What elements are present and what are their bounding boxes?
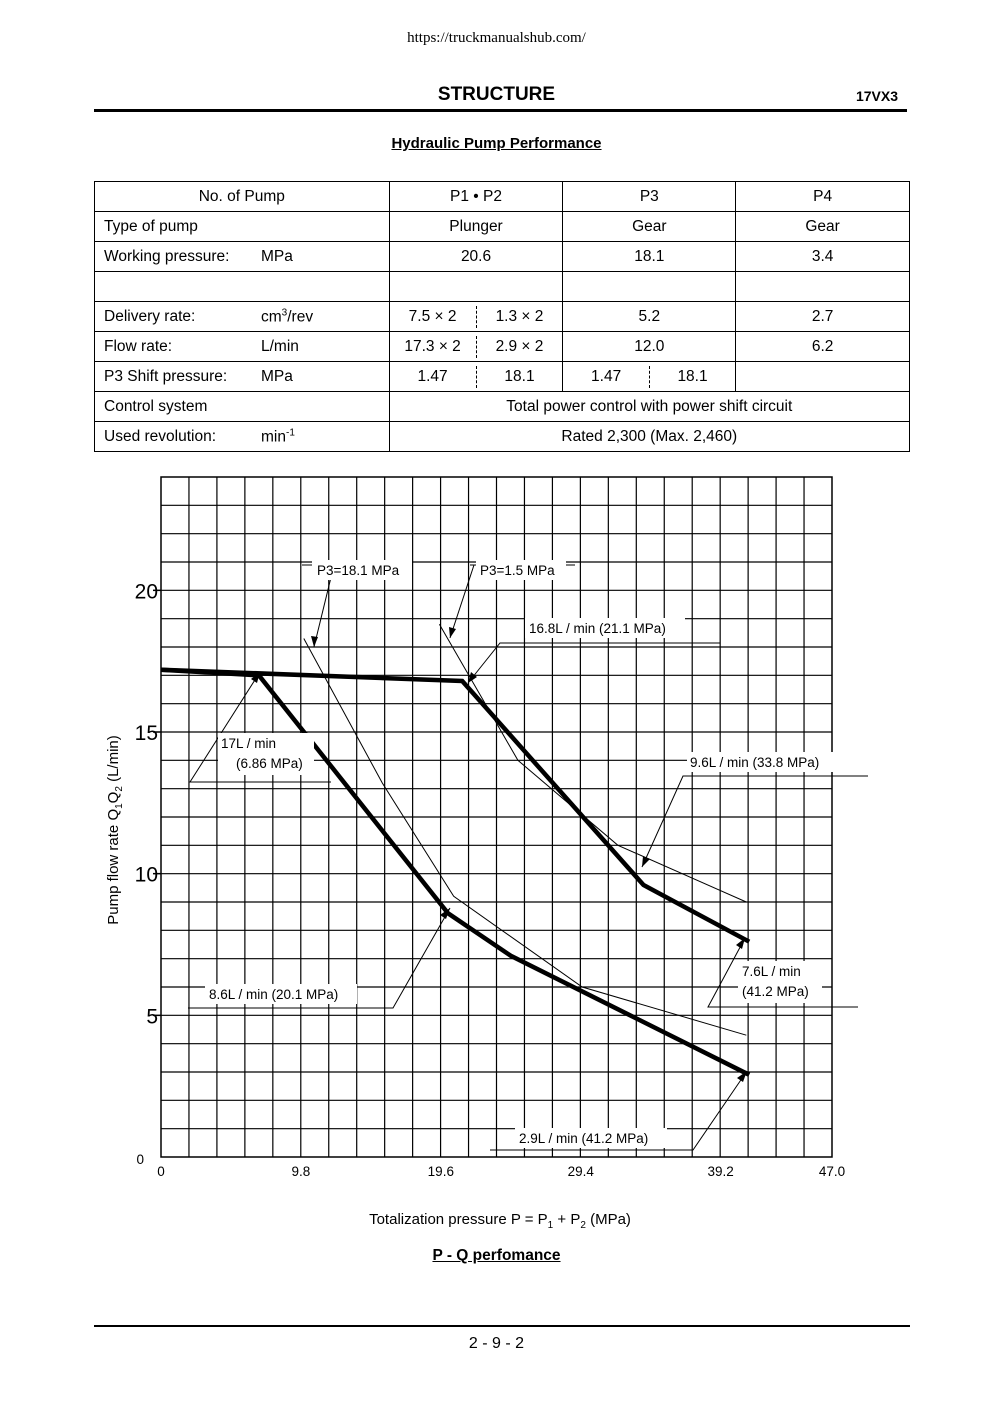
arrowhead [311,636,318,647]
cell-flow-p3: 12.0 [563,332,736,362]
cell-pressure-p3: 18.1 [563,242,736,272]
y-tick-label: 0 [136,1152,144,1167]
delivery-unit-base: cm [261,308,282,326]
chart-title: P - Q perfomance [432,1247,561,1264]
cell-delivery-p12 [389,302,563,332]
x-tick-label: 0 [157,1164,165,1179]
model-code: 17VX3 [855,88,898,104]
page-title: STRUCTURE [437,84,556,105]
revolution-label-text: Used revolution: [104,427,217,445]
flow-unit: L/min [261,337,299,355]
y-axis-label [105,735,125,925]
cell-control-label: Control system [95,392,390,422]
cell-header-p12: P1 • P2 [389,182,563,212]
section-title: Hydraulic Pump Performance [391,135,602,152]
y-tick-label: 5 [146,1005,158,1029]
cell-pressure-label [95,242,390,272]
cell-header-label: No. of Pump [95,182,390,212]
shift-p12a: 1.47 [417,367,448,385]
pq-chart [0,460,993,1240]
table-row-delivery [95,302,910,332]
cell-header-p4: P4 [736,182,910,212]
y-axis-label-text: Pump flow rate $Q_1Q_2$ (L/min) [105,735,125,925]
annotation-9-6: 9.6L / min (33.8 MPa) [690,755,820,770]
annotation-leaders [188,565,868,1150]
x-tick-label: 9.8 [291,1164,311,1179]
annotation-p3-low: P3=1.5 MPa [480,563,555,578]
delivery-unit [261,307,313,326]
revolution-unit [261,427,295,446]
annotation-17-line2: (6.86 MPa) [236,756,303,771]
cell-empty [563,272,736,302]
cell-delivery-p4: 2.7 [736,302,910,332]
cell-flow-p4: 6.2 [736,332,910,362]
x-tick-label: 29.4 [567,1164,594,1179]
delivery-label-text: Delivery rate: [104,307,196,325]
header-rule [94,109,907,112]
shift-unit: MPa [261,367,293,385]
y-tick-label: 20 [134,580,158,604]
arrowhead [736,938,745,949]
x-tick-label: 19.6 [427,1164,454,1179]
table-row-flow [95,332,910,362]
leader-9-6 [642,776,868,867]
table-row-revolution [95,422,910,452]
annotation-8-6: 8.6L / min (20.1 MPa) [209,987,339,1002]
cell-type-p3: Gear [563,212,736,242]
cell-type-label: Type of pump [95,212,390,242]
pressure-label-text: Working pressure: [104,247,230,265]
delivery-unit-tail: /rev [287,308,314,326]
cell-empty [95,272,390,302]
table-row-control [95,392,910,422]
footer-rule [94,1325,910,1327]
cell-empty [389,272,563,302]
table-row-header [95,182,910,212]
table-row-empty [95,272,910,302]
source-url[interactable]: https://truckmanualshub.com/ [407,30,586,46]
x-tick-label: 47.0 [818,1164,846,1179]
cell-delivery-label [95,302,390,332]
cell-flow-label [95,332,390,362]
pump-spec-table [94,181,910,452]
cell-shift-p12 [389,362,563,392]
cell-shift-p4 [736,362,910,392]
flow-label-text: Flow rate: [104,337,173,355]
x-tick-label: 39.2 [707,1164,734,1179]
shift-label-text: P3 Shift pressure: [104,367,228,385]
table-row-shift [95,362,910,392]
revolution-unit-base: min [261,428,286,446]
performance-curves [161,670,749,1075]
cell-delivery-p3: 5.2 [563,302,736,332]
cell-empty [736,272,910,302]
cell-revolution-value: Rated 2,300 (Max. 2,460) [389,422,909,452]
delivery-p12b: 1.3 × 2 [495,307,544,325]
cell-flow-p12 [389,332,563,362]
annotation-p3-high: P3=18.1 MPa [317,563,400,578]
x-axis-label: Totalization pressure $P = P_1 + P_2$ (MPa) [369,1211,631,1231]
cell-control-value: Total power control with power shift circuit [389,392,909,422]
cell-revolution-label [95,422,390,452]
y-tick-label: 10 [134,863,158,887]
cell-pressure-p4: 3.4 [736,242,910,272]
table-row-type [95,212,910,242]
revolution-unit-sup: -1 [285,426,295,438]
annotation-7-6-line2: (41.2 MPa) [742,984,809,999]
pressure-unit: MPa [261,247,293,265]
y-tick-label: 15 [134,722,158,745]
annotation-2-9: 2.9L / min (41.2 MPa) [519,1131,649,1146]
annotation-labels [205,560,839,1148]
delivery-p12a: 7.5 × 2 [408,307,457,325]
series-line-p3-18-1 [161,670,749,1075]
arrowhead [642,856,650,867]
cell-type-p12: Plunger [389,212,563,242]
series-line-p3-1-5 [161,670,749,942]
flow-p12a: 17.3 × 2 [404,337,461,355]
annotation-7-6-line1: 7.6L / min [742,964,801,979]
shift-p3a: 1.47 [591,367,622,385]
delivery-unit-sup: 3 [281,306,288,318]
annotation-17-line1: 17L / min [221,736,277,751]
page-number: 2 - 9 - 2 [468,1335,525,1352]
shift-p12b: 18.1 [504,367,535,385]
cell-pressure-p12: 20.6 [389,242,563,272]
annotation-16-8: 16.8L / min (21.1 MPa) [529,621,666,636]
cell-shift-label [95,362,390,392]
cell-header-p3: P3 [563,182,736,212]
shift-p3b: 18.1 [677,367,708,385]
table-row-pressure [95,242,910,272]
arrowhead [449,627,456,638]
leader-p3-low [450,565,474,638]
axis-ticks [135,580,846,1179]
flow-p12b: 2.9 × 2 [495,337,544,355]
leader-16-8 [468,643,720,683]
cell-shift-p3 [563,362,736,392]
cell-type-p4: Gear [736,212,910,242]
